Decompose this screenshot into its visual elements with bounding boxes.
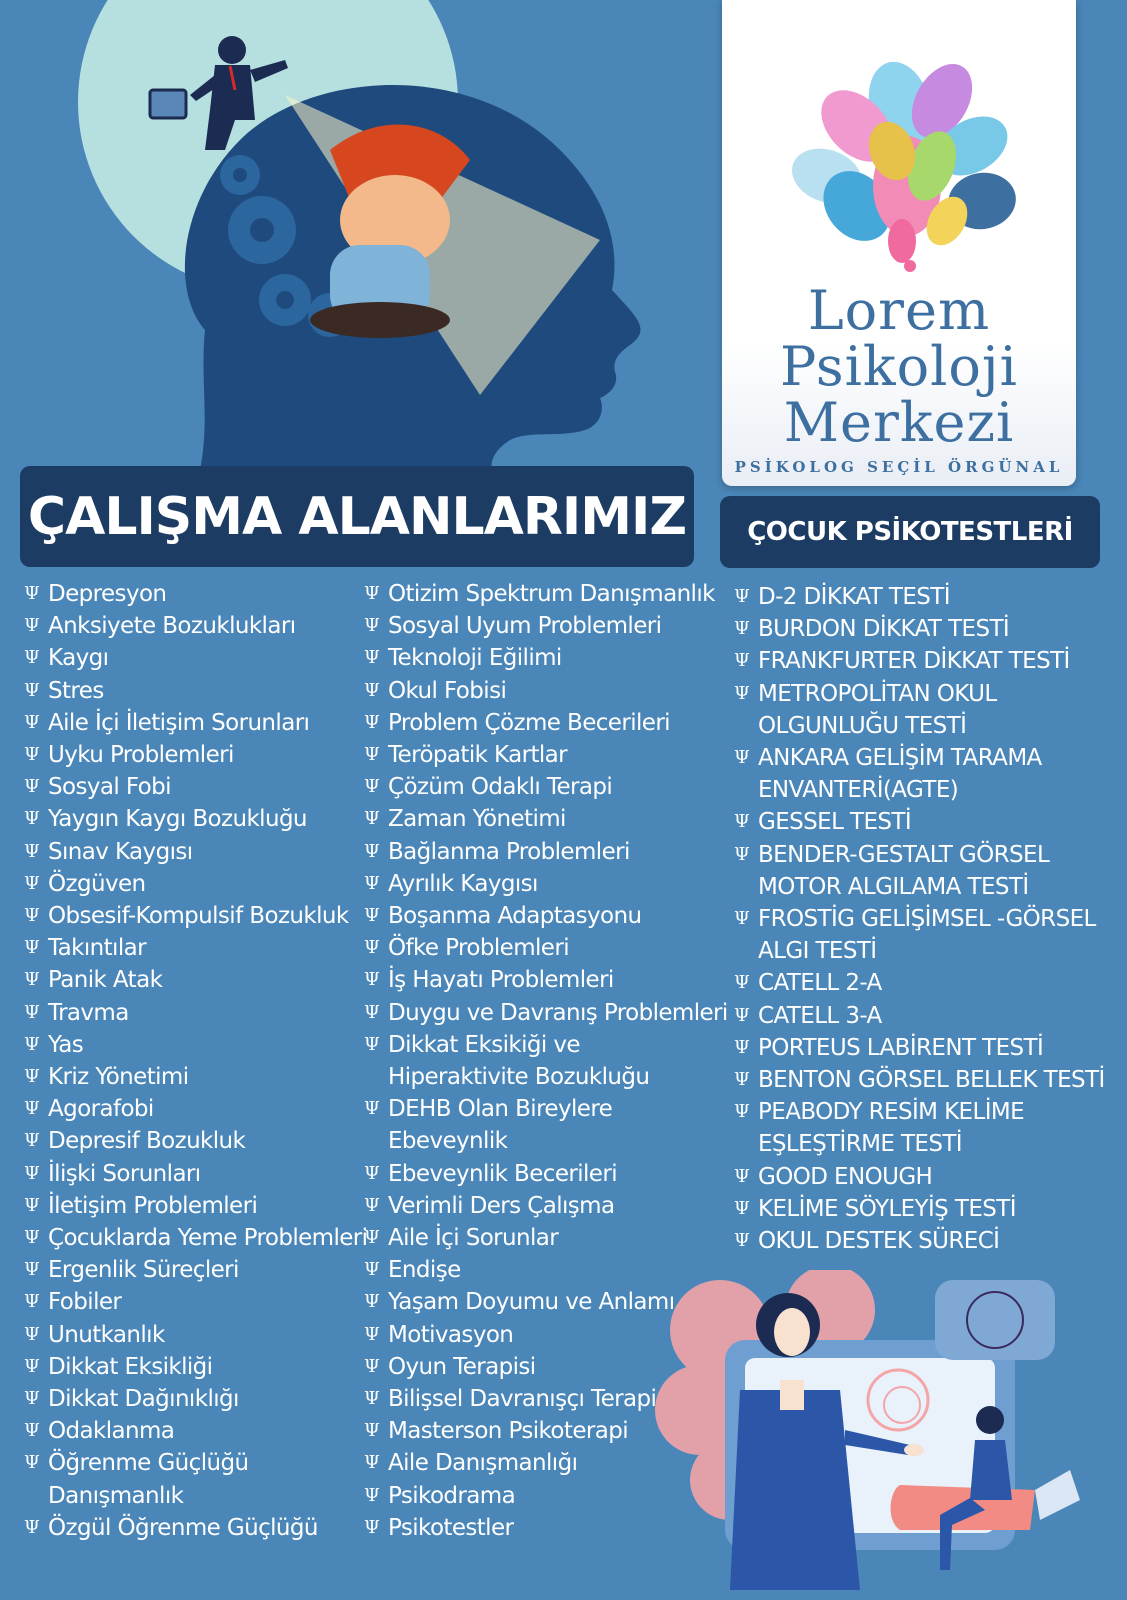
service-item: Ψ Aile İçi Sorunlar [364, 1222, 728, 1254]
service-item: Ψ Motivasyon [364, 1319, 728, 1351]
service-item: Ψ Unutkanlık [24, 1319, 367, 1351]
main-heading-banner [20, 466, 694, 567]
logo-line-1: Lorem [807, 279, 991, 342]
test-item: Ψ BENTON GÖRSEL BELLEK TESTİ [734, 1064, 1108, 1096]
service-item: Ψ Aile Danışmanlığı [364, 1447, 728, 1479]
service-item: Ψ Fobiler [24, 1286, 367, 1318]
service-item: Ψ İletişim Problemleri [24, 1190, 367, 1222]
test-item: Ψ D-2 DİKKAT TESTİ [734, 581, 1108, 613]
service-item: Ψ Teröpatik Kartlar [364, 739, 728, 771]
service-item: Ψ Dikkat Eksikliği [24, 1351, 367, 1383]
service-item: Ψ İlişki Sorunları [24, 1158, 367, 1190]
logo-card [722, 0, 1076, 486]
service-item: Ψ Sosyal Fobi [24, 771, 367, 803]
service-item: Ψ Teknoloji Eğilimi [364, 642, 728, 674]
service-item: Ψ Dikkat Dağınıklığı [24, 1383, 367, 1415]
service-item: Ψ Travma [24, 997, 367, 1029]
therapy-illustration [640, 1270, 1110, 1600]
service-item: Ψ Sınav Kaygısı [24, 836, 367, 868]
service-item: Ψ Dikkat Eksikiği ve Hiperaktivite Bozukluğu [364, 1029, 718, 1093]
logo-flower-icon [782, 46, 1018, 276]
service-item: Ψ Duygu ve Davranış Problemleri [364, 997, 728, 1029]
service-item: Ψ Takıntılar [24, 932, 367, 964]
service-item: Ψ Panik Atak [24, 964, 367, 996]
service-item: Ψ Ergenlik Süreçleri [24, 1254, 367, 1286]
service-item: Ψ Ebeveynlik Becerileri [364, 1158, 728, 1190]
service-item: Ψ Bilişsel Davranışçı Terapi [364, 1383, 728, 1415]
test-item: Ψ PORTEUS LABİRENT TESTİ [734, 1032, 1108, 1064]
service-item: Ψ Stres [24, 675, 367, 707]
logo-line-3: Merkezi [783, 391, 1015, 454]
logo-subtitle: PSİKOLOG SEÇİL ÖRGÜNAL [734, 458, 1064, 476]
service-item: Ψ Problem Çözme Becerileri [364, 707, 728, 739]
logo-line-2: Psikoloji [780, 335, 1018, 398]
service-item: Ψ Depresyon [24, 578, 367, 610]
test-item: Ψ CATELL 3-A [734, 1000, 1108, 1032]
service-item: Ψ Depresif Bozukluk [24, 1125, 367, 1157]
service-item: Ψ Yas [24, 1029, 367, 1061]
service-item: Ψ Oyun Terapisi [364, 1351, 728, 1383]
service-item: Ψ Çocuklarda Yeme Problemleri [24, 1222, 367, 1254]
test-item: Ψ OKUL DESTEK SÜRECİ [734, 1225, 1108, 1257]
test-item: Ψ BENDER-GESTALT GÖRSEL MOTOR ALGILAMA TESTİ [734, 839, 1108, 903]
service-item: Ψ Öğrenme Güçlüğü Danışmanlık [24, 1447, 278, 1511]
service-item: Ψ Endişe [364, 1254, 728, 1286]
service-item: Ψ Anksiyete Bozuklukları [24, 610, 367, 642]
side-heading-banner [720, 496, 1100, 568]
service-item: Ψ Psikodrama [364, 1480, 728, 1512]
test-item: Ψ ANKARA GELİŞİM TARAMA ENVANTERİ(AGTE) [734, 742, 1108, 806]
service-item: Ψ Çözüm Odaklı Terapi [364, 771, 728, 803]
service-item: Ψ İş Hayatı Problemleri [364, 964, 728, 996]
side-heading: ÇOCUK PSİKOTESTLERİ [747, 517, 1073, 547]
test-item: Ψ GESSEL TESTİ [734, 806, 1108, 838]
test-item: Ψ PEABODY RESİM KELİME EŞLEŞTİRME TESTİ [734, 1096, 1108, 1160]
service-item: Ψ Okul Fobisi [364, 675, 728, 707]
service-item: Ψ Öfke Problemleri [364, 932, 728, 964]
tests-list [734, 581, 1108, 1257]
service-item: Ψ Yaygın Kaygı Bozukluğu [24, 803, 367, 835]
service-item: Ψ Sosyal Uyum Problemleri [364, 610, 728, 642]
test-item: Ψ GOOD ENOUGH [734, 1161, 1108, 1193]
service-item: Ψ Boşanma Adaptasyonu [364, 900, 728, 932]
service-item: Ψ Obsesif-Kompulsif Bozukluk [24, 900, 367, 932]
test-item: Ψ METROPOLİTAN OKUL OLGUNLUĞU TESTİ [734, 678, 1108, 742]
service-item: Ψ Özgül Öğrenme Güçlüğü [24, 1512, 367, 1544]
service-item: Ψ Masterson Psikoterapi [364, 1415, 728, 1447]
test-item: Ψ FROSTİG GELİŞİMSEL -GÖRSEL ALGI TESTİ [734, 903, 1108, 967]
test-item: Ψ BURDON DİKKAT TESTİ [734, 613, 1108, 645]
service-item: Ψ Verimli Ders Çalışma [364, 1190, 728, 1222]
service-item: Ψ Otizim Spektrum Danışmanlık [364, 578, 728, 610]
service-item: Ψ Kriz Yönetimi [24, 1061, 367, 1093]
test-item: Ψ CATELL 2-A [734, 967, 1108, 999]
services-list-1 [24, 578, 367, 1544]
service-item: Ψ Yaşam Doyumu ve Anlamı [364, 1286, 728, 1318]
test-item: Ψ KELİME SÖYLEYİŞ TESTİ [734, 1193, 1108, 1225]
test-item: Ψ FRANKFURTER DİKKAT TESTİ [734, 645, 1108, 677]
service-item: Ψ Psikotestler [364, 1512, 728, 1544]
service-item: Ψ Uyku Problemleri [24, 739, 367, 771]
service-item: Ψ Aile İçi İletişim Sorunları [24, 707, 367, 739]
service-item: Ψ Bağlanma Problemleri [364, 836, 728, 868]
service-item: Ψ Kaygı [24, 642, 367, 674]
service-item: Ψ Ayrılık Kaygısı [364, 868, 728, 900]
service-item: Ψ Zaman Yönetimi [364, 803, 728, 835]
main-heading: ÇALIŞMA ALANLARIMIZ [27, 486, 687, 547]
service-item: Ψ Özgüven [24, 868, 367, 900]
service-item: Ψ Agorafobi [24, 1093, 367, 1125]
service-item: Ψ Odaklanma [24, 1415, 367, 1447]
service-item: Ψ DEHB Olan Bireylere Ebeveynlik [364, 1093, 718, 1157]
hero-illustration [0, 0, 700, 470]
